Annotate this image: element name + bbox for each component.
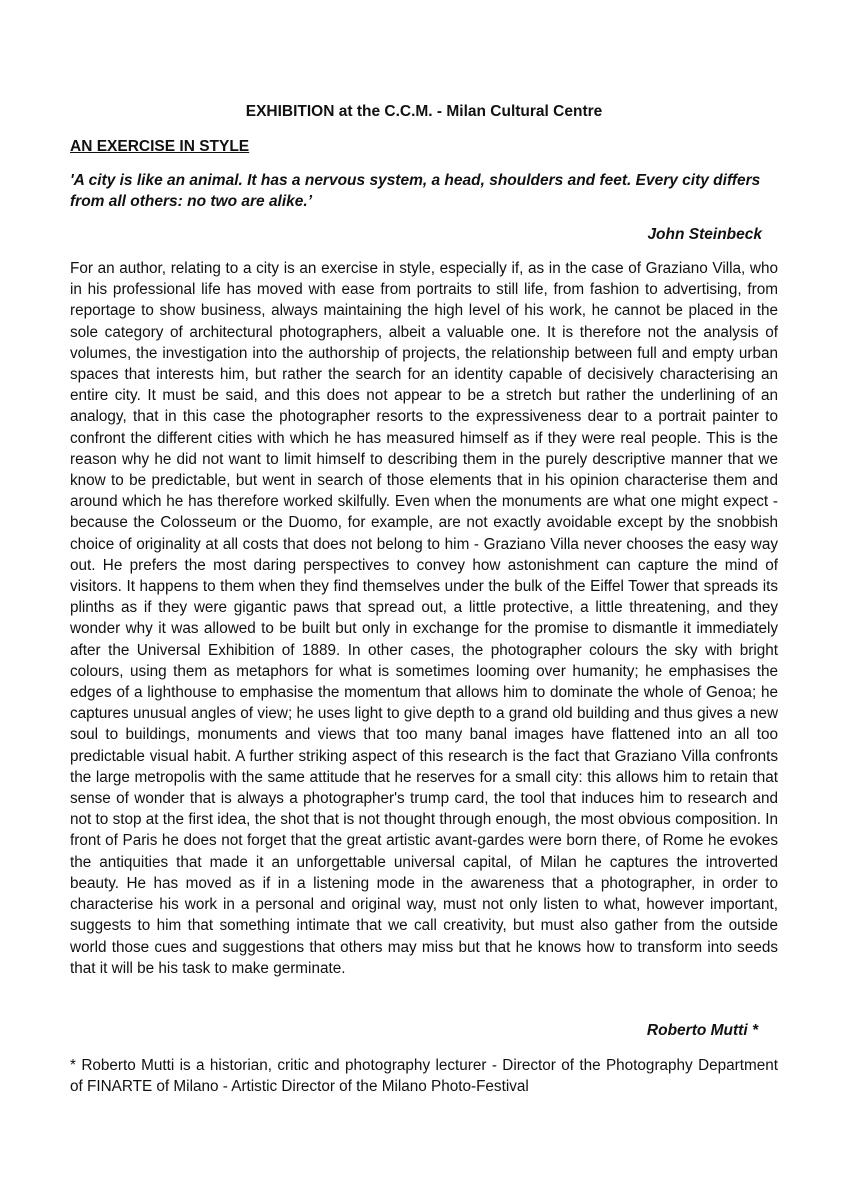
epigraph-quote: 'A city is like an animal. It has a nervous system, a head, shoulders and feet. Every city differs from all others: no two are alike.’ — [70, 172, 761, 210]
epigraph-author: John Steinbeck — [647, 226, 762, 243]
author-footnote: * Roberto Mutti is a historian, critic and photography lecturer - Director of the Photography Department of FINARTE of Milano - Artistic Director of the Milano Photo-Festival — [70, 1057, 778, 1095]
body-paragraph: For an author, relating to a city is an exercise in style, especially if, as in the case of Graziano Villa, who in his professional life has moved with ease from portraits to still life, from fashion to advertising, from reportage to show business, always maintaining the high level of his work, he cannot be placed in the sole category of architectural photographers, albeit a valuable one. It is therefore not the analysis of volumes, the investigation into the authorship of projects, the relationship between full and empty urban spaces that interests him, but rather the search for an identity capable of decisively characterising an entire city. It must be said, and this does not appear to be a stretch but rather the underlining of an analogy, that in this case the photographer resorts to the expressiveness dear to a portrait painter to confront the different cities with which he has measured himself as if they were real people. This is the reason why he did not want to limit himself to describing them in the purely descriptive manner that we know to be predictable, but went in search of those elements that in his opinion characterise them and around which he has therefore worked skilfully. Even when the monuments are what one might expect - because the Colosseum or the Duomo, for example, are not exactly avoidable except by the snobbish choice of originality at all costs that does not belong to him - Graziano Villa never chooses the easy way out. He prefers the most daring perspectives to convey how astonishment can capture the mind of visitors. It happens to them when they find themselves under the bulk of the Eiffel Tower that spreads its plinths as if they were gigantic paws that spread out, a little protective, a little threatening, and they wonder why it was allowed to be built but only in exchange for the promise to dismantle it immediately after the Universal Exhibition of 1889. In other cases, the photographer colours the sky with bright colours, using them as metaphors for what is sometimes looming over humanity; he emphasises the edges of a lighthouse to emphasise the momentum that allows him to dominate the whole of Genoa; he captures unusual angles of view; he uses light to give depth to a grand old building and thus gives a new soul to buildings, monuments and views that too many banal images have flattened into an all too predictable visual habit. A further striking aspect of this research is the fact that Graziano Villa confronts the large metropolis with the same attitude that he reserves for a small city: this allows him to retain that sense of wonder that is always a photographer's trump card, the tool that induces him to research and not to stop at the first idea, the shot that is not thought through enough, the most obvious composition. In front of Paris he does not forget that the great artistic avant-gardes were born there, of Rome he evokes the antiquities that made it an unforgettable universal capital, of Milan he captures the introverted beauty. He has moved as if in a listening mode in the awareness that a photographer, in order to characterise his work in a personal and original way, must not only listen to what, however important, suggests to him that something intimate that we call creativity, but must also gather from the outside world those cues and suggestions that others may miss but that he knows how to transform into seeds that it will be his task to make germinate. — [70, 260, 778, 977]
document-title: EXHIBITION at the C.C.M. - Milan Cultural Centre — [245, 103, 603, 120]
document-subtitle: AN EXERCISE IN STYLE — [70, 138, 250, 155]
article-author: Roberto Mutti * — [646, 1022, 758, 1039]
